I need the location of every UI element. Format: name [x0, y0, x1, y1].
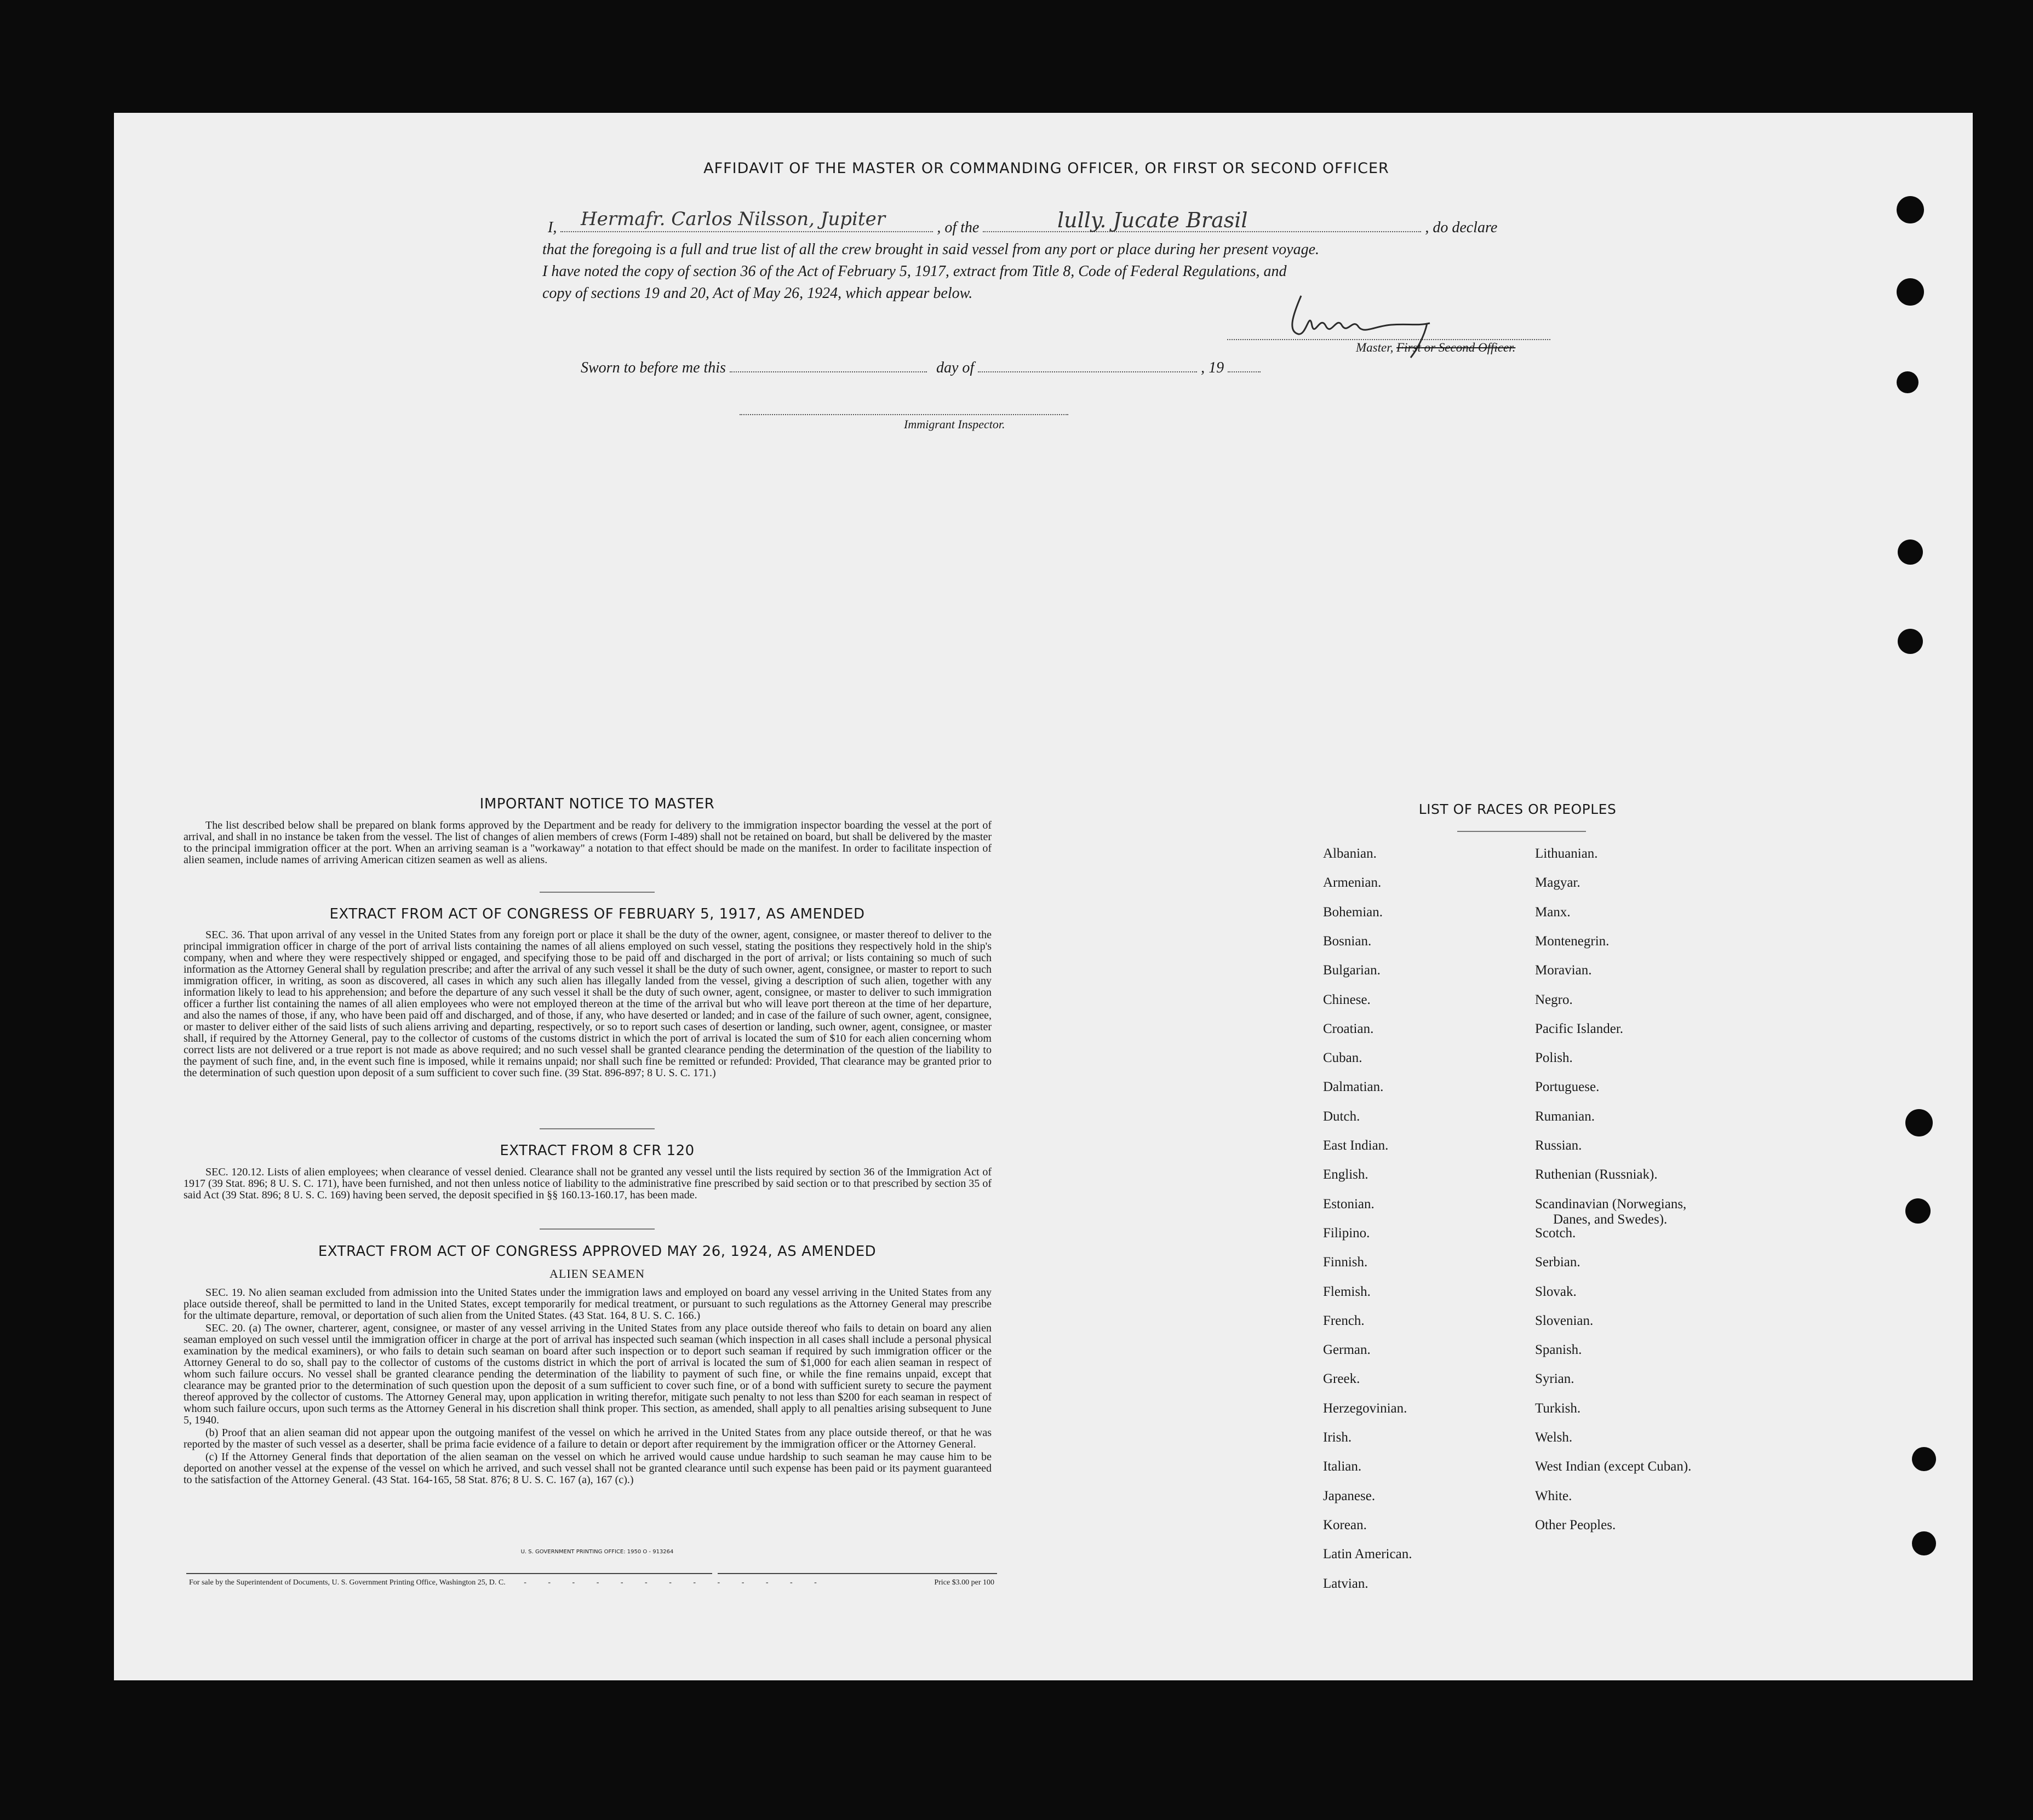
signature-line — [1227, 338, 1550, 340]
race-item: Syrian. — [1535, 1371, 1574, 1387]
caption-struck-officer: First or Second Officer. — [1396, 341, 1516, 354]
punch-hole — [1897, 278, 1924, 306]
race-item: Irish. — [1323, 1430, 1352, 1445]
race-item: Cuban. — [1323, 1050, 1362, 1066]
race-item: Greek. — [1323, 1371, 1360, 1387]
race-item: Ruthenian (Russniak). — [1535, 1167, 1658, 1182]
punch-hole — [1905, 1109, 1933, 1136]
race-item: Russian. — [1535, 1138, 1582, 1153]
printing-office-imprint: U. S. GOVERNMENT PRINTING OFFICE: 1950 O - 913264 — [520, 1549, 674, 1555]
punch-hole — [1897, 371, 1919, 393]
punch-hole — [1898, 629, 1923, 654]
inspector-signature-line — [740, 414, 1068, 415]
affidavit-title: AFFIDAVIT OF THE MASTER OR COMMANDING OFFICER, OR FIRST OR SECOND OFFICER — [703, 160, 1389, 177]
race-item: White. — [1535, 1488, 1572, 1503]
handwritten-master-name: Hermafr. Carlos Nilsson, Jupiter — [581, 208, 885, 230]
affidavit-line-2: that the foregoing is a full and true list of all the crew brought in said vessel from any port or place during her present voyage. — [542, 241, 1320, 258]
inspector-caption: Immigrant Inspector. — [904, 417, 1005, 431]
affidavit-line-3: I have noted the copy of section 36 of the Act of February 5, 1917, extract from Title 8, Code of Federal Regulations, and — [542, 263, 1287, 280]
caption-master: Master, — [1356, 341, 1394, 354]
race-item: Bosnian. — [1323, 933, 1372, 949]
extract-cfr-text — [184, 1167, 992, 1202]
punch-hole — [1912, 1447, 1936, 1471]
sworn-day-blank — [730, 371, 927, 372]
footer-price: Price $3.00 per 100 — [934, 1578, 994, 1587]
race-item: Pacific Islander. — [1535, 1021, 1624, 1036]
sec-19-paragraph: SEC. 19. No alien seaman excluded from admission into the United States under the immigration laws and employed on board any vessel arriving in the United States from any place outside thereof, shall be permitted to land in the United States, except temporarily for medical treatment, or pursuant to such regulations as the Attorney General may prescribe for the ultimate departure, removal, or deportation of such alien from the United States. (43 Stat. 164, 8 U. S. C. 166.) — [184, 1287, 992, 1322]
handwritten-vessel-name: lully. Jucate Brasil — [1057, 208, 1248, 232]
punch-hole — [1898, 539, 1923, 565]
notice-text — [184, 820, 992, 867]
divider — [540, 1128, 655, 1129]
punch-hole — [1897, 196, 1924, 223]
race-item: English. — [1323, 1167, 1368, 1182]
punch-hole — [1912, 1531, 1936, 1555]
race-item: Italian. — [1323, 1459, 1362, 1474]
race-item: Magyar. — [1535, 875, 1580, 891]
race-item: Korean. — [1323, 1517, 1367, 1532]
race-item: Scotch. — [1535, 1225, 1576, 1241]
race-item: Negro. — [1535, 992, 1573, 1007]
race-item: Croatian. — [1323, 1021, 1374, 1036]
footer-rule-left — [186, 1573, 712, 1574]
sworn-text: Sworn to before me this — [581, 359, 726, 376]
extract-cfr-heading: EXTRACT FROM 8 CFR 120 — [500, 1142, 695, 1159]
race-item: Japanese. — [1323, 1488, 1376, 1503]
race-item: Turkish. — [1535, 1400, 1581, 1416]
divider — [540, 1228, 655, 1230]
race-item: Rumanian. — [1535, 1109, 1595, 1124]
race-item: French. — [1323, 1313, 1365, 1328]
race-item: Portuguese. — [1535, 1080, 1600, 1095]
race-item: Filipino. — [1323, 1225, 1370, 1241]
sworn-year-blank — [1228, 371, 1261, 372]
extract-1917-heading: EXTRACT FROM ACT OF CONGRESS OF FEBRUARY 5, 1917, AS AMENDED — [329, 906, 865, 922]
races-heading: LIST OF RACES OR PEOPLES — [1418, 801, 1617, 817]
race-item: Slovak. — [1535, 1284, 1577, 1299]
sec-36-paragraph: SEC. 36. That upon arrival of any vessel in the United States from any foreign port or place it shall be the duty of the owner, agent, consignee, or master thereof to deliver to the principal immigration officer in charge of the port of arrival lists containing the names of all aliens employed on such vessel, stating the positions they respectively hold in the ship's company, when and where they were respectively shipped or engaged, and specifying those to be paid off and discharged in the port of arrival; or lists containing so much of such information as the Attorney General shall by regulation prescribe; and after the arrival of any such vessel it shall be the duty of such owner, agent, consignee, or master to report to such immigration officer, in writing, as soon as discovered, all cases in which any such alien has illegally landed from the vessel, giving a description of such alien, together with any information likely to lead to his apprehension; and before the departure of any such vessel it shall be the duty of such owner, agent, consignee, or master to deliver to such immigration officer a further list containing the names of all alien employees who were not employed thereon at the time of the arrival but who will leave port thereon at the time of her departure, and also the names of those, if any, who have been paid off and discharged, and of those, if any, who have deserted or landed; and in case of the failure of such owner, agent, consignee, or master to deliver either of the said lists of such aliens arriving and departing, respectively, or so to report such cases of desertion or landing, such owner, agent, consignee, or master shall, if required by the Attorney General, pay to the collector of customs of the customs district in which the port of arrival is located the sum of $10 for each alien concerning whom correct lists are not delivered or a true report is not made as above required; and no such vessel shall be granted clearance pending the determination of the question of the liability to the payment of such fine, and, in the event such fine is imposed, while it remains unpaid; nor shall such fine be remitted or refunded: Provided, That clearance may be granted prior to the determination of such question upon deposit of a sum sufficient to cover such fine. (39 Stat. 896-897; 8 U. S. C. 171.) — [184, 929, 992, 1079]
race-item: Other Peoples. — [1535, 1517, 1616, 1532]
footer-leader-dots: - - - - - - - - - - - - - — [524, 1578, 827, 1587]
race-item: Serbian. — [1535, 1255, 1580, 1270]
race-item: Manx. — [1535, 904, 1571, 920]
sec-20b-paragraph: (b) Proof that an alien seaman did not appear upon the outgoing manifest of the vessel on which he arrived in the United States from any place outside thereof, or that he was reported by the master of such vessel as a deserter, shall be prima facie evidence of a failure to detain or deport after requirement by the immigration officer or the Attorney General. — [184, 1427, 992, 1450]
race-item: Slovenian. — [1535, 1313, 1594, 1328]
name-blank — [560, 231, 933, 232]
signature-caption — [1356, 341, 1515, 355]
notice-paragraph: The list described below shall be prepared on blank forms approved by the Department and be ready for delivery to the immigration inspector boarding the vessel at the port of arrival, and shall in no instance be taken from the vessel. The list of changes of alien members of crews (Form I-489) shall not be retained on board, but shall be delivered by the master to the principal immigration officer at the port. When an arriving seaman is a "workaway" a notation to that effect should be made on the manifest. In order to facilitate inspection of alien seamen, include names of arriving American citizen seamen as well as aliens. — [184, 819, 992, 866]
race-item: East Indian. — [1323, 1138, 1389, 1153]
footer-sale-text: For sale by the Superintendent of Documents, U. S. Government Printing Office, Washington 25, D. C. — [189, 1578, 506, 1587]
sec-20a-paragraph: SEC. 20. (a) The owner, charterer, agent, consignee, or master of any vessel arriving in the United States from any place outside thereof who fails to detain on board any alien seaman employed on such vessel until the immigration officer in charge at the port of arrival has inspected such seaman (which inspection in all cases shall include a personal physical examination by the medical examiners), or who fails to detain such seaman on board after such inspection or to deport such seaman if required by such immigration officer or the Attorney General to do so, shall pay to the collector of customs of the customs district in which the port of arrival is located the sum of $1,000 for each alien seaman in respect of whom such failure occurs. No vessel shall be granted clearance pending the determination of the liability to payment of such fine, or while the fine remains unpaid, except that clearance may be granted prior to the determination of such question upon the deposit of a sum sufficient to cover such fine, or of a bond with sufficient surety to secure the payment thereof approved by the collector of customs. The Attorney General may, upon application in writing therefor, mitigate such penalty to not less than $200 for each seaman in respect of whom such failure occurs, upon such terms as the Attorney General in his discretion shall think proper. This section, as amended, shall apply to all penalties arising subsequent to June 5, 1940. — [184, 1322, 992, 1426]
races-divider — [1457, 831, 1586, 832]
sec-20c-paragraph: (c) If the Attorney General finds that deportation of the alien seaman on the vessel on which he arrived would cause undue hardship to such seaman he may cause him to be deported on another vessel at the expense of the vessel on which he arrived, and such vessel shall not be granted clearance until such expense has been paid or its payment guaranteed to the satisfaction of the Attorney General. (43 Stat. 164-165, 58 Stat. 876; 8 U. S. C. 167 (a), 167 (c).) — [184, 1451, 992, 1486]
race-item: Chinese. — [1323, 992, 1371, 1007]
race-item: Armenian. — [1323, 875, 1382, 891]
footer-line — [189, 1578, 994, 1587]
race-item: Bulgarian. — [1323, 963, 1381, 978]
race-item: Spanish. — [1535, 1342, 1582, 1358]
race-item: Montenegrin. — [1535, 933, 1610, 949]
race-item: German. — [1323, 1342, 1371, 1358]
race-item: Polish. — [1535, 1050, 1573, 1066]
affidavit-i: I, — [548, 219, 557, 236]
race-item: Bohemian. — [1323, 904, 1383, 920]
race-item: West Indian (except Cuban). — [1535, 1459, 1692, 1474]
race-item: Herzegovinian. — [1323, 1400, 1407, 1416]
sec-120-paragraph: SEC. 120.12. Lists of alien employees; when clearance of vessel denied. Clearance shall not be granted any vessel until the lists required by section 36 of the Immigration Act of 1917 (39 Stat. 896; 8 U. S. C. 171), have been furnished, and not then unless notice of liability to the administrative fine prescribed by said section or to that prescribed by section 35 of said Act (39 Stat. 896; 8 U. S. C. 169) having been served, the deposit specified in §§ 160.13-160.17, has been made. — [184, 1166, 992, 1201]
alien-seamen-subheading: ALIEN SEAMEN — [549, 1267, 645, 1281]
day-of-text: day of — [936, 359, 975, 376]
race-item: Lithuanian. — [1535, 846, 1598, 861]
affidavit-line-4: copy of sections 19 and 20, Act of May 26, 1924, which appear below. — [542, 285, 973, 302]
affidavit-do-declare: , do declare — [1425, 219, 1498, 236]
race-item: Moravian. — [1535, 963, 1592, 978]
year-prefix: , 19 — [1201, 359, 1224, 376]
race-item: Scandinavian (Norwegians, — [1535, 1196, 1687, 1212]
sworn-line — [581, 359, 1261, 377]
notice-heading: IMPORTANT NOTICE TO MASTER — [479, 796, 715, 812]
race-item: Danes, and Swedes). — [1553, 1212, 1668, 1227]
sworn-month-blank — [978, 371, 1197, 372]
race-item: Welsh. — [1535, 1430, 1573, 1445]
punch-hole — [1905, 1198, 1931, 1224]
race-item: Dalmatian. — [1323, 1080, 1384, 1095]
extract-1924-heading: EXTRACT FROM ACT OF CONGRESS APPROVED MAY 26, 1924, AS AMENDED — [318, 1243, 877, 1260]
race-item: Albanian. — [1323, 846, 1377, 861]
race-item: Latin American. — [1323, 1547, 1412, 1562]
footer-rule-right — [718, 1573, 997, 1574]
race-item: Flemish. — [1323, 1284, 1371, 1299]
race-item: Finnish. — [1323, 1255, 1368, 1270]
affidavit-of-the: , of the — [937, 219, 980, 236]
extract-1924-text — [184, 1287, 992, 1487]
race-item: Latvian. — [1323, 1576, 1368, 1591]
race-item: Estonian. — [1323, 1196, 1375, 1212]
race-item: Dutch. — [1323, 1109, 1360, 1124]
divider — [540, 892, 655, 893]
extract-1917-text — [184, 929, 992, 1080]
